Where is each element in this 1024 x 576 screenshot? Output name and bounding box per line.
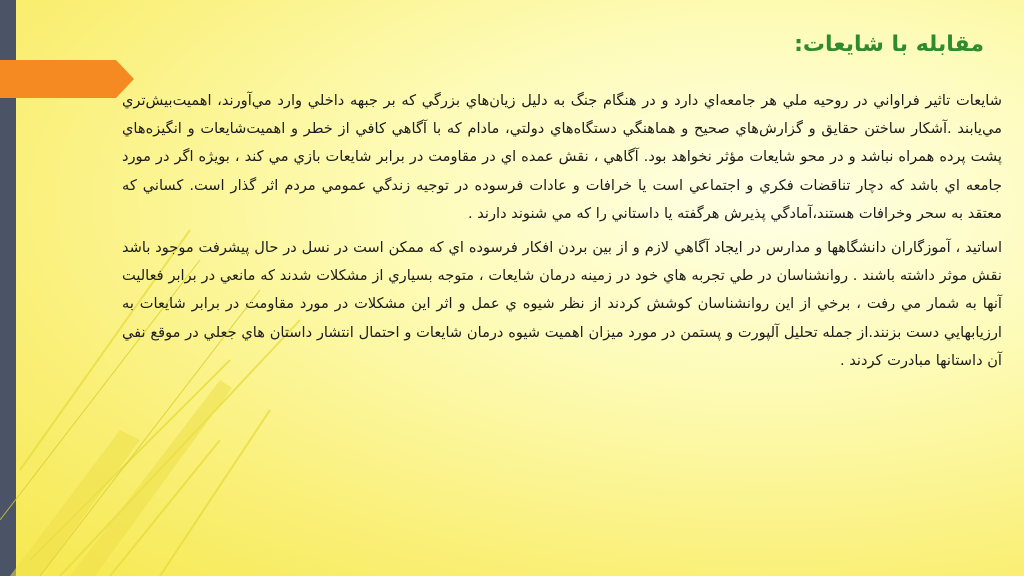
paragraph-1: شايعات تاثير فراواني در روحيه ملي هر جامعه‌اي دارد و در هنگام جنگ به دليل زيان‌هاي بزرگي كه بر جبهه داخلي وارد مي‌آورند، اهميت‌بيش‌تري مي‌يابند .آشكار ساختن حقايق و گزارش‌هاي صحيح و هماهنگي دستگاه‌هاي دولتي، مادام كه با آگاهي كافي از خطر و اهميت‌شايعات و انگيزه‌هاي پشت پرده همراه نباشد و در محو شايعات مؤثر نخواهد بود. آگاهي ، نقش عمده اي در مقاومت در برابر شايعات بازي مي كند ، بويژه اگر در مورد جامعه اي باشد كه دچار تناقضات فكري و اجتماعي است يا خرافات و عادات فرسوده در توجيه زندگي عمومي مردم اثر گذار است. كساني كه معتقد به سحر وخرافات هستند،آمادگي پذيرش هرگفته يا داستاني را كه مي شنوند دارند . xyxy=(122,92,1002,222)
arrow-accent-icon xyxy=(0,60,134,98)
slide-body xyxy=(122,87,1002,381)
slide-title: مقابله با شايعات: xyxy=(794,32,984,57)
paragraph-2: اساتيد ، آموزگاران دانشگاهها و مدارس در ايجاد آگاهي لازم و از بين بردن افكار فرسوده اي كه ممكن است در نسل در حال پيشرفت موجود باشد نقش موثر داشته باشند . روانشناسان در طي تجربه هاي خود در زمينه درمان شايعات ، متوجه بسياري از مشكلات شدند كه مانعي در برابر فعاليت آنها به شمار مي رفت ، برخي از اين روانشناسان كوشش كردند از نظر شيوه ي عمل و اثر اين مشكلات در مورد مقاومت در برابر شايعات به ارزيابهايي دست بزنند.از جمله تحليل آلپورت و پستمن در مورد ميزان اهميت شيوه درمان شايعات و احتمال انتشار داستان هاي جعلي در موقع نفي آن داستانها مبادرت كردند . xyxy=(122,239,1002,369)
